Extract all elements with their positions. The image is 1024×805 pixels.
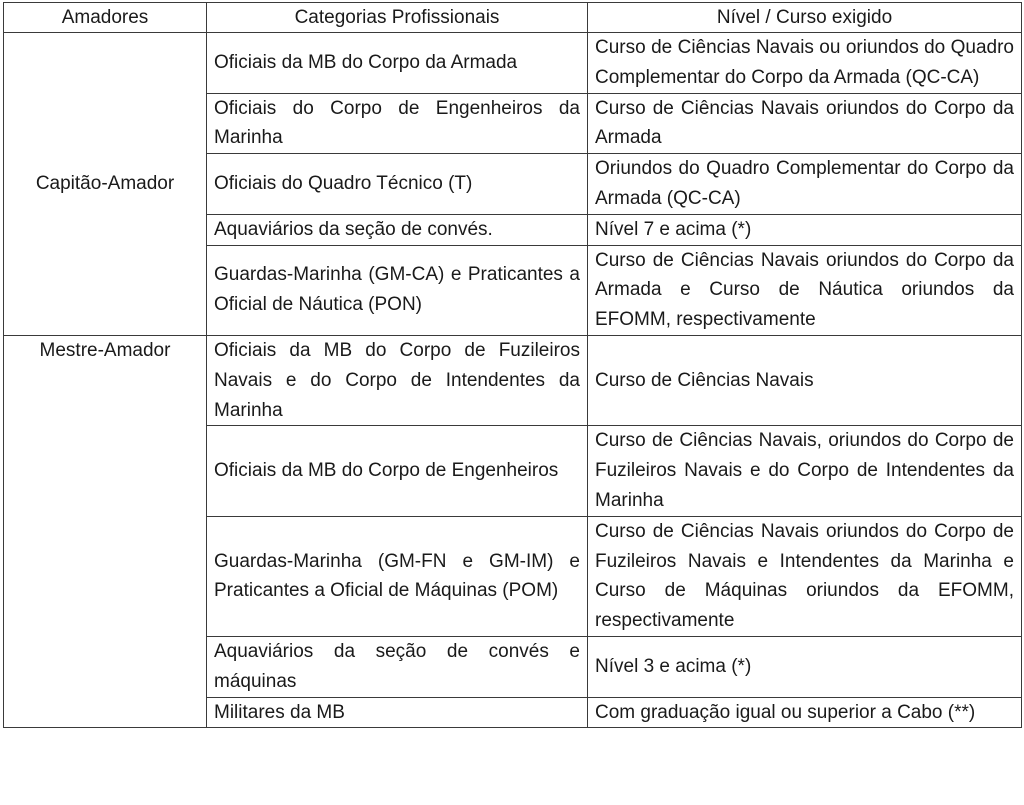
nivel-cell: Curso de Ciências Navais oriundos do Corpo de Fuzileiros Navais e Intendentes da Marinha e Curso de Máquinas oriundos da EFOMM, respectivamente — [588, 516, 1022, 636]
nivel-cell: Curso de Ciências Navais oriundos do Corpo da Armada — [588, 93, 1022, 154]
categoria-cell: Aquaviários da seção de convés e máquinas — [207, 636, 588, 697]
nivel-cell: Com graduação igual ou superior a Cabo (**) — [588, 697, 1022, 728]
nivel-cell: Nível 7 e acima (*) — [588, 214, 1022, 245]
table-row — [4, 335, 1022, 425]
amador-mestre: Mestre-Amador — [4, 335, 207, 727]
categoria-cell: Oficiais da MB do Corpo da Armada — [207, 33, 588, 94]
categoria-cell: Oficiais da MB do Corpo de Engenheiros — [207, 426, 588, 516]
table-row — [4, 33, 1022, 94]
categoria-cell: Oficiais do Quadro Técnico (T) — [207, 154, 588, 215]
nivel-cell: Oriundos do Quadro Complementar do Corpo da Armada (QC-CA) — [588, 154, 1022, 215]
categoria-cell: Guardas-Marinha (GM-FN e GM-IM) e Praticantes a Oficial de Máquinas (POM) — [207, 516, 588, 636]
nivel-cell: Curso de Ciências Navais — [588, 335, 1022, 425]
requirements-table — [3, 2, 1022, 728]
header-amadores: Amadores — [4, 3, 207, 33]
categoria-cell: Guardas-Marinha (GM-CA) e Praticantes a Oficial de Náutica (PON) — [207, 245, 588, 335]
categoria-cell: Aquaviários da seção de convés. — [207, 214, 588, 245]
table-header — [4, 3, 1022, 33]
nivel-cell: Nível 3 e acima (*) — [588, 636, 1022, 697]
categoria-cell: Oficiais da MB do Corpo de Fuzileiros Navais e do Corpo de Intendentes da Marinha — [207, 335, 588, 425]
amador-capitao: Capitão-Amador — [4, 33, 207, 336]
header-nivel: Nível / Curso exigido — [588, 3, 1022, 33]
nivel-cell: Curso de Ciências Navais ou oriundos do Quadro Complementar do Corpo da Armada (QC-CA) — [588, 33, 1022, 94]
header-categorias: Categorias Profissionais — [207, 3, 588, 33]
nivel-cell: Curso de Ciências Navais oriundos do Corpo da Armada e Curso de Náutica oriundos da EFOMM, respectivamente — [588, 245, 1022, 335]
nivel-cell: Curso de Ciências Navais, oriundos do Corpo de Fuzileiros Navais e do Corpo de Intendentes da Marinha — [588, 426, 1022, 516]
categoria-cell: Militares da MB — [207, 697, 588, 728]
table-body — [4, 33, 1022, 728]
categoria-cell: Oficiais do Corpo de Engenheiros da Marinha — [207, 93, 588, 154]
header-row — [4, 3, 1022, 33]
